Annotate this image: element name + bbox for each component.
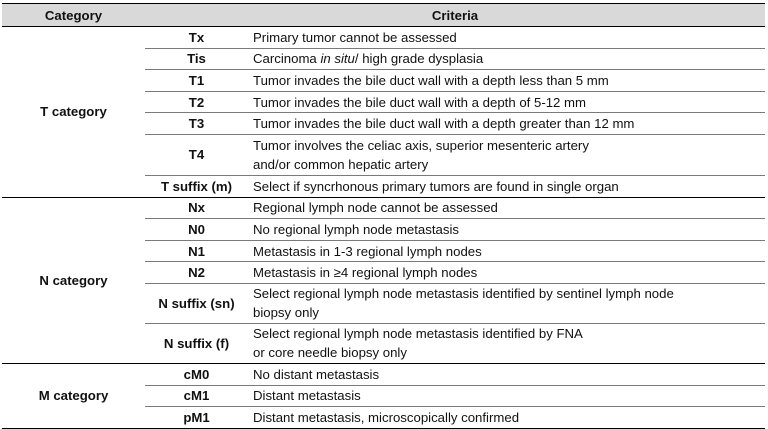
criteria-text: Regional lymph node cannot be assessed <box>248 197 765 219</box>
stage-code: Tx <box>145 27 248 49</box>
criteria-text: Distant metastasis <box>248 385 765 407</box>
criteria-text: Metastasis in ≥4 regional lymph nodes <box>248 262 765 284</box>
criteria-text: Select regional lymph node metastasis identified by FNA or core needle biopsy only <box>248 323 765 363</box>
stage-code: T1 <box>145 70 248 92</box>
criteria-text: Tumor involves the celiac axis, superior mesenteric artery and/or common hepatic artery <box>248 134 765 175</box>
criteria-text: Tumor invades the bile duct wall with a depth of 5-12 mm <box>248 91 765 113</box>
m-category-label: M category <box>2 363 145 428</box>
n-category-label: N category <box>2 197 145 363</box>
stage-code: N2 <box>145 262 248 284</box>
header-row <box>2 4 765 27</box>
stage-code: T3 <box>145 113 248 135</box>
stage-code: cM1 <box>145 385 248 407</box>
table-row <box>2 27 765 49</box>
criteria-text: Carcinoma in situ/ high grade dysplasia <box>248 48 765 70</box>
stage-code: Tis <box>145 48 248 70</box>
criteria-text: No distant metastasis <box>248 363 765 385</box>
stage-code: T suffix (m) <box>145 175 248 197</box>
criteria-text: Tumor invades the bile duct wall with a depth less than 5 mm <box>248 70 765 92</box>
criteria-text: Distant metastasis, microscopically confirmed <box>248 407 765 429</box>
criteria-text: Select if syncrhonous primary tumors are found in single organ <box>248 175 765 197</box>
table-row <box>2 197 765 219</box>
criteria-text: Primary tumor cannot be assessed <box>248 27 765 49</box>
t-category-label: T category <box>2 27 145 198</box>
stage-code: pM1 <box>145 407 248 429</box>
stage-code: N suffix (f) <box>145 323 248 363</box>
stage-code: T2 <box>145 91 248 113</box>
header-criteria: Criteria <box>145 4 765 27</box>
header-category: Category <box>2 4 145 27</box>
criteria-text: Select regional lymph node metastasis identified by sentinel lymph node biopsy only <box>248 283 765 323</box>
stage-code: cM0 <box>145 363 248 385</box>
criteria-text: Tumor invades the bile duct wall with a depth greater than 12 mm <box>248 113 765 135</box>
stage-code: Nx <box>145 197 248 219</box>
stage-code: N1 <box>145 240 248 262</box>
stage-code: T4 <box>145 134 248 175</box>
stage-code: N suffix (sn) <box>145 283 248 323</box>
tnm-staging-table <box>2 3 765 429</box>
stage-code: N0 <box>145 219 248 241</box>
criteria-text: Metastasis in 1-3 regional lymph nodes <box>248 240 765 262</box>
criteria-text: No regional lymph node metastasis <box>248 219 765 241</box>
table-row <box>2 363 765 385</box>
